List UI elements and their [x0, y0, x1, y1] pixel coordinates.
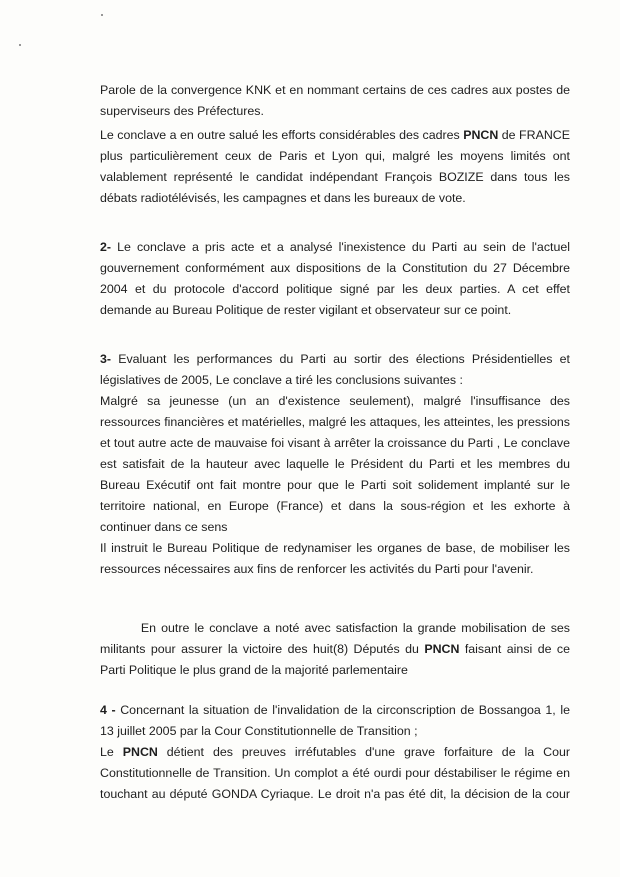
text-line: ressources nécessaires aux fins de renforcer les activités du Parti pour l'avenir.	[100, 562, 534, 576]
pncn-bold: PNCN	[463, 128, 499, 142]
point-3-paragraph	[100, 349, 570, 580]
text-line: En outre le conclave a noté avec satisfaction la grande mobilisation de ses	[100, 621, 570, 635]
scan-speck	[19, 44, 21, 46]
point-4-paragraph	[100, 700, 570, 805]
text-line: 2- Le conclave a pris acte et a analysé l'inexistence du Parti au sein de l'actuel	[100, 240, 570, 254]
text-line: touchant au député GONDA Cyriaque. Le droit n'a pas été dit, la décision de la cour	[100, 787, 570, 801]
text-line: débats radiotélévisés, les campagnes et dans les bureaux de vote.	[100, 191, 466, 205]
text-line: 3- Evaluant les performances du Parti au sortir des élections Présidentielles et	[100, 352, 570, 366]
scan-speck	[101, 14, 103, 16]
text-line: 4 - Concernant la situation de l'invalidation de la circonscription de Bossangoa 1, le	[100, 703, 570, 717]
text-line: Constitutionnelle de Transition. Un complot a été ourdi pour déstabiliser le régime en	[100, 766, 570, 780]
point-2-paragraph	[100, 237, 570, 321]
text-line: 13 juillet 2005 par la Cour Constitutionnelle de Transition ;	[100, 724, 418, 738]
text-line: législatives de 2005, Le conclave a tiré les conclusions suivantes :	[100, 373, 463, 387]
text-line: gouvernement conformément aux dispositions de la Constitution du 27 Décembre	[100, 261, 570, 275]
text-line: Le conclave a en outre salué les efforts considérables des cadres PNCN de FRANCE	[100, 128, 571, 142]
text-line: militants pour assurer la victoire des huit(8) Députés du PNCN faisant ainsi de ce	[100, 642, 570, 656]
text-line: continuer dans ce sens	[100, 520, 228, 534]
text-line: valablement représenté le candidat indépendant François BOZIZE dans tous les	[100, 170, 570, 184]
pncn-bold: PNCN	[424, 642, 460, 656]
text-line: Bureau Exécutif ont fait montre pour que le Parti soit solidement implanté sur le	[100, 478, 570, 492]
text-line: Parti Politique le plus grand de la majorité parlementaire	[100, 663, 408, 677]
conclave-salue-paragraph	[100, 125, 570, 209]
text-line: et tout autre acte de mauvaise foi visant à arrêter la croissance du Parti , Le conclave	[100, 436, 570, 450]
point-number: 2-	[100, 240, 112, 254]
text-line: Malgré sa jeunesse (un an d'existence seulement), malgré l'insuffisance des	[100, 394, 570, 408]
point-number: 3-	[100, 352, 112, 366]
text-line: ressources financières et matérielles, malgré les attaques, les atteintes, les pressions	[100, 415, 570, 429]
text-line: Il instruit le Bureau Politique de redynamiser les organes de base, de mobiliser les	[100, 541, 570, 555]
text-line: superviseurs des Préfectures.	[100, 104, 264, 118]
text-line: demande au Bureau Politique de rester vigilant et observateur sur ce point.	[100, 303, 512, 317]
en-outre-paragraph	[100, 618, 570, 681]
text-line: territoire national, en Europe (France) et dans la sous-région et les exhorte à	[100, 499, 570, 513]
pncn-bold: PNCN	[122, 745, 158, 759]
text-line: est satisfait de la hauteur avec laquelle le Président du Parti et les membres du	[100, 457, 570, 471]
intro-paragraph	[100, 80, 570, 122]
point-number: 4 -	[100, 703, 116, 717]
text-line: plus particulièrement ceux de Paris et Lyon qui, malgré les moyens limités ont	[100, 149, 570, 163]
text-line: Le PNCN détient des preuves irréfutables d'une grave forfaiture de la Cour	[100, 745, 570, 759]
text-line: 2004 et du protocole d'accord politique signé par les deux parties. A cet effet	[100, 282, 570, 296]
text-line: Parole de la convergence KNK et en nommant certains de ces cadres aux postes de	[100, 83, 570, 97]
